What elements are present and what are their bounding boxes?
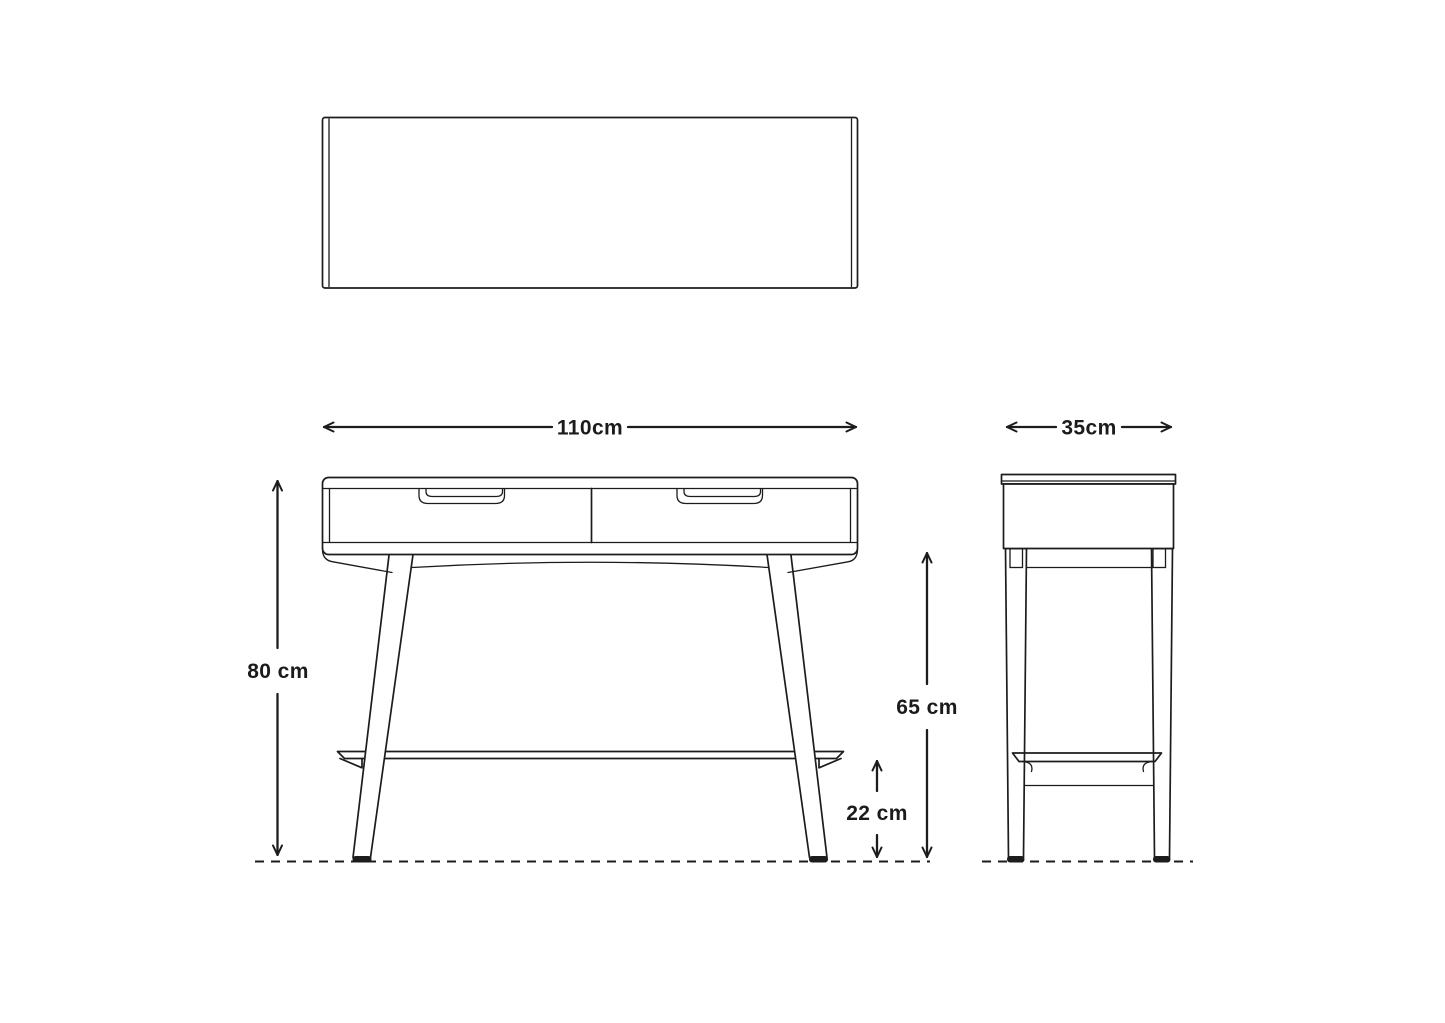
- dimension-shelf-height: [846, 761, 908, 857]
- top-view: [323, 118, 858, 289]
- tabletop-plan-outline: [323, 118, 858, 289]
- front-leg-right: [767, 551, 828, 858]
- dimension-width: [324, 417, 856, 440]
- dimension-height: [247, 481, 309, 855]
- front-view: [323, 478, 858, 863]
- dimension-label-clearance: 65 cm: [896, 696, 958, 719]
- front-shelf: [338, 752, 844, 759]
- front-leg-left: [353, 551, 414, 858]
- side-leg-rear: [1152, 549, 1173, 858]
- dimension-depth: [1007, 417, 1171, 440]
- side-leg-front: [1006, 549, 1027, 858]
- dimension-label-width: 110cm: [556, 416, 624, 440]
- shelf-bracket-left: [340, 759, 362, 768]
- apron-curve-center: [412, 562, 769, 567]
- dimension-label-depth: 35cm: [1061, 416, 1117, 440]
- side-tabletop-slab: [1002, 475, 1176, 485]
- side-view: [1002, 475, 1176, 863]
- shelf-bracket-right: [819, 759, 841, 768]
- side-panel: [1004, 484, 1174, 549]
- side-shelf-bracket-rear: [1143, 762, 1151, 772]
- side-shelf: [1013, 753, 1162, 762]
- dimension-label-shelf-height: 22 cm: [846, 802, 908, 825]
- dimension-label-height: 80 cm: [247, 660, 309, 683]
